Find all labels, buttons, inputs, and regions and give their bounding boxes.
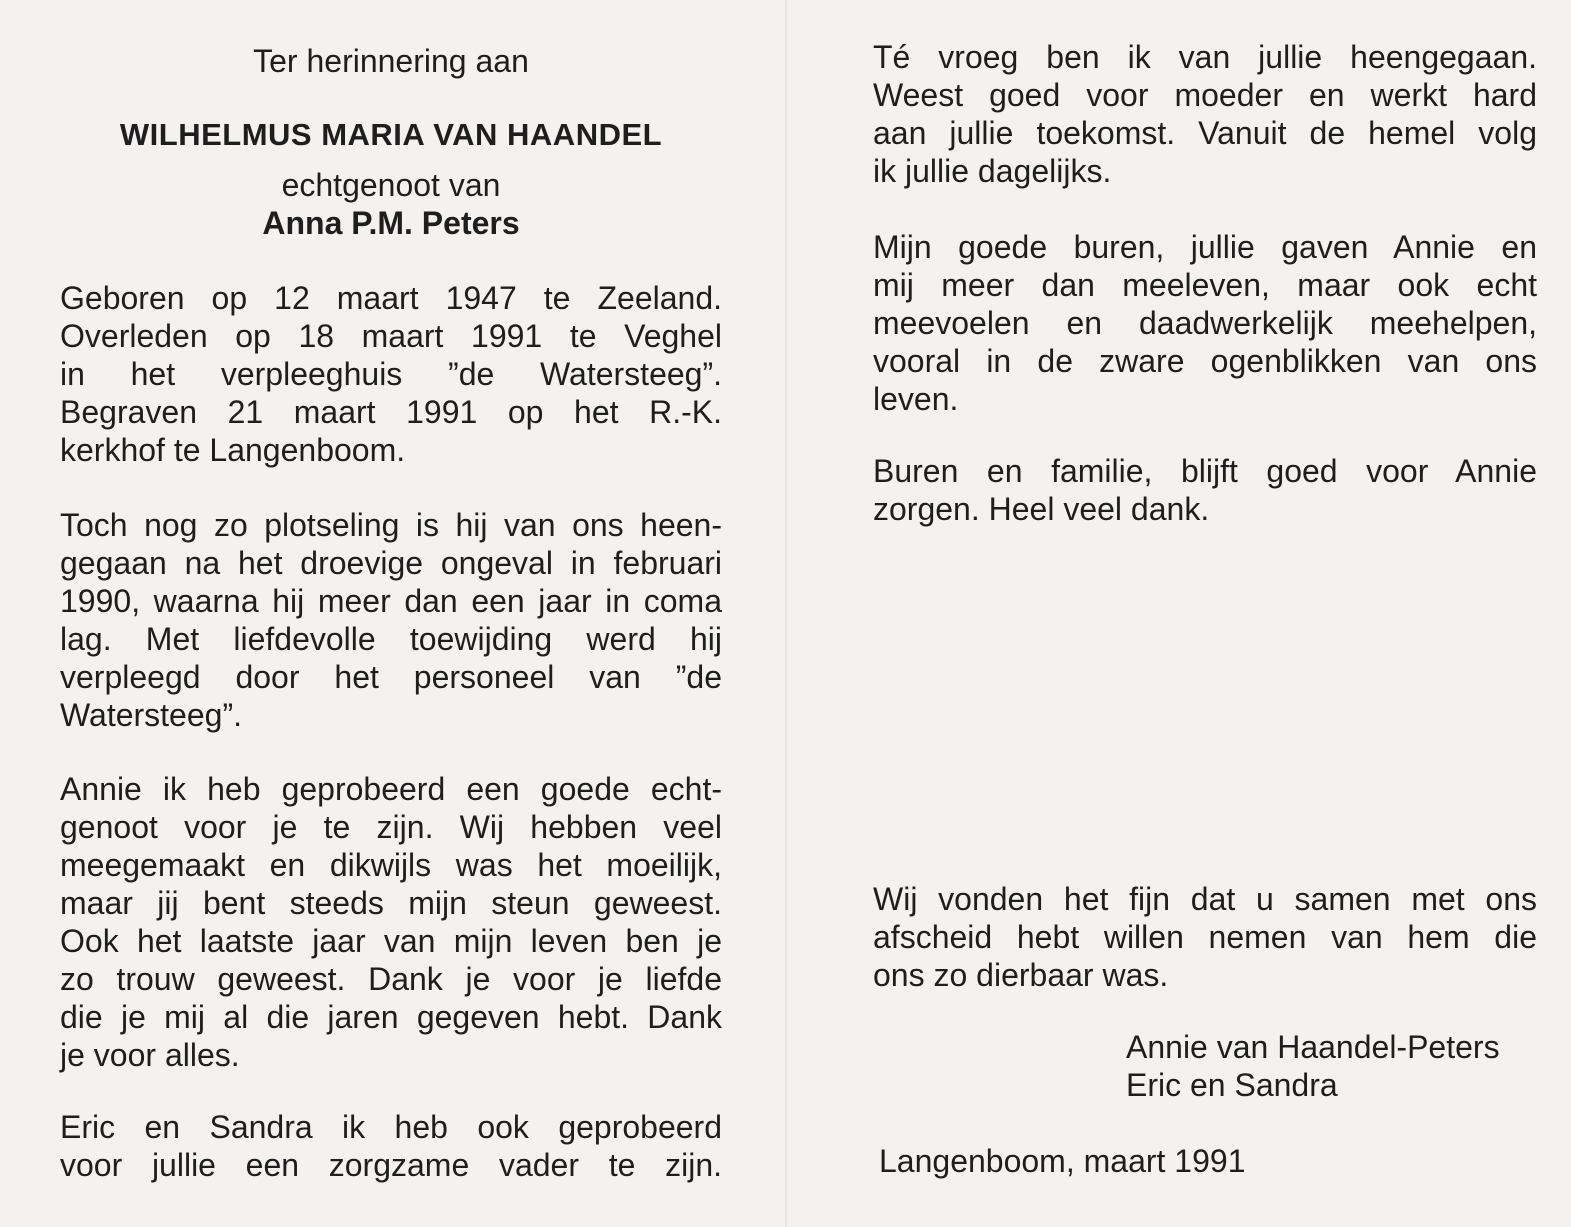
thanks-paragraph xyxy=(873,880,1537,994)
spouse-name: Anna P.M. Peters xyxy=(262,205,520,241)
family-paragraph xyxy=(873,452,1537,528)
paragraph-line: kerkhof te Langenboom. xyxy=(60,432,406,468)
paragraph-line: ik jullie dagelijks. xyxy=(873,153,1112,189)
farewell-paragraph xyxy=(873,38,1537,190)
intro-text: Ter herinnering aan xyxy=(253,43,529,79)
accident-paragraph xyxy=(60,506,722,734)
paragraph-line: 1990, waarna hij meer dan een jaar in coma xyxy=(60,583,722,619)
paragraph-line: zo trouw geweest. Dank je voor je liefde xyxy=(60,961,722,997)
paragraph-line: meegemaakt en dikwijls was het moeilijk, xyxy=(60,847,722,883)
paragraph-line: zorgen. Heel veel dank. xyxy=(873,491,1210,527)
spouse-label: echtgenoot van xyxy=(281,167,501,203)
deceased-name: WILHELMUS MARIA VAN HAANDEL xyxy=(119,117,663,152)
paragraph-line: genoot voor je te zijn. Wij hebben veel xyxy=(60,809,722,845)
paragraph-line: maar jij bent steeds mijn steun geweest. xyxy=(60,885,722,921)
paragraph-line: Toch nog zo plotseling is hij van ons heen- xyxy=(60,507,722,543)
paragraph-line: leven. xyxy=(873,381,959,417)
paragraph-line: aan jullie toekomst. Vanuit de hemel volg xyxy=(873,115,1537,151)
paragraph-line: voor jullie een zorgzame vader te zijn. xyxy=(60,1147,722,1183)
place-date: Langenboom, maart 1991 xyxy=(879,1143,1246,1179)
paragraph-line: Té vroeg ben ik van jullie heengegaan. xyxy=(873,39,1537,75)
paragraph-line: Begraven 21 maart 1991 op het R.-K. xyxy=(60,394,722,430)
card-fold xyxy=(785,0,787,1227)
signature-line: Eric en Sandra xyxy=(1126,1067,1338,1103)
paragraph-line: verpleegd door het personeel van ”de xyxy=(60,659,722,695)
paragraph-line: vooral in de zware ogenblikken van ons xyxy=(873,343,1537,379)
children-paragraph xyxy=(60,1108,722,1184)
paragraph-line: ons zo dierbaar was. xyxy=(873,957,1169,993)
paragraph-line: Overleden op 18 maart 1991 te Veghel xyxy=(60,318,722,354)
paragraph-line: Watersteeg”. xyxy=(60,697,242,733)
paragraph-line: je voor alles. xyxy=(60,1037,240,1073)
paragraph-line: Ook het laatste jaar van mijn leven ben je xyxy=(60,923,722,959)
paragraph-line: Wij vonden het fijn dat u samen met ons xyxy=(873,881,1537,917)
annie-paragraph xyxy=(60,770,722,1074)
paragraph-line: mij meer dan meeleven, maar ook echt xyxy=(873,267,1537,303)
paragraph-line: lag. Met liefdevolle toewijding werd hij xyxy=(60,621,722,657)
paragraph-line: Buren en familie, blijft goed voor Annie xyxy=(873,453,1537,489)
paragraph-line: afscheid hebt willen nemen van hem die xyxy=(873,919,1537,955)
signature-block xyxy=(1126,1028,1546,1104)
paragraph-line: Weest goed voor moeder en werkt hard xyxy=(873,77,1537,113)
paragraph-line: in het verpleeghuis ”de Watersteeg”. xyxy=(60,356,722,392)
paragraph-line: die je mij al die jaren gegeven hebt. Dank xyxy=(60,999,722,1035)
neighbours-paragraph xyxy=(873,228,1537,418)
paragraph-line: meevoelen en daadwerkelijk meehelpen, xyxy=(873,305,1537,341)
paragraph-line: Annie ik heb geprobeerd een goede echt- xyxy=(60,771,722,807)
paragraph-line: gegaan na het droevige ongeval in februari xyxy=(60,545,722,581)
paragraph-line: Eric en Sandra ik heb ook geprobeerd xyxy=(60,1109,722,1145)
life-dates-paragraph xyxy=(60,279,722,469)
paragraph-line: Geboren op 12 maart 1947 te Zeeland. xyxy=(60,280,722,316)
signature-line: Annie van Haandel-Peters xyxy=(1126,1029,1500,1065)
paragraph-line: Mijn goede buren, jullie gaven Annie en xyxy=(873,229,1537,265)
